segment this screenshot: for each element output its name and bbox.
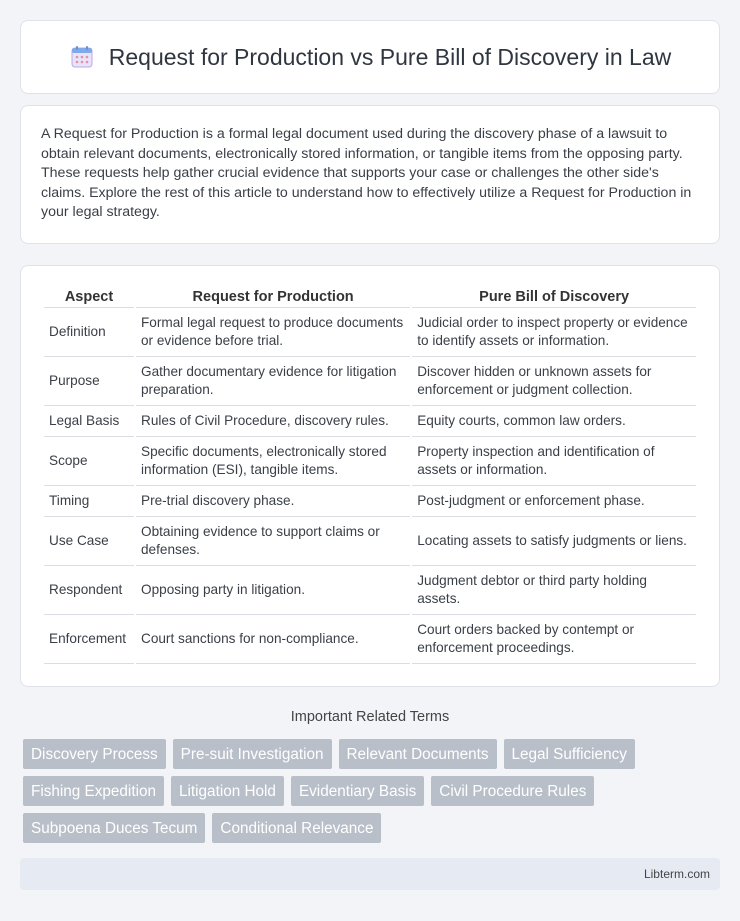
related-term-tag[interactable]: Litigation Hold	[171, 776, 284, 806]
related-term-tag[interactable]: Evidentiary Basis	[291, 776, 424, 806]
row-pure-bill-of-discovery: Judicial order to inspect property or evidence to identify assets or information.	[412, 308, 696, 357]
row-aspect: Legal Basis	[44, 406, 134, 437]
page-title: Request for Production vs Pure Bill of Discovery in Law	[108, 43, 672, 70]
footer-site-link[interactable]: Libterm.com	[643, 866, 710, 881]
row-pure-bill-of-discovery: Equity courts, common law orders.	[412, 406, 696, 437]
row-aspect: Definition	[44, 308, 134, 357]
table-row	[44, 406, 696, 437]
table-header-row	[44, 286, 696, 308]
intro-card	[20, 105, 720, 244]
related-terms-heading: Important Related Terms	[290, 708, 450, 725]
intro-paragraph: A Request for Production is a formal legal document used during the discovery phase of a lawsuit to obtain relevant documents, electronically stored information, or tangible items from the opposing party. These requests help gather crucial evidence that supports your case or challenges the other side's claims. Explore the rest of this article to understand how to effectively utilize a Request for Production in your legal strategy.	[41, 126, 692, 221]
row-request-for-production: Court sanctions for non-compliance.	[136, 615, 410, 664]
row-aspect: Enforcement	[44, 615, 134, 664]
comparison-table-card	[20, 265, 720, 687]
header-pure-bill-of-discovery: Pure Bill of Discovery	[412, 286, 696, 308]
related-term-tag[interactable]: Conditional Relevance	[212, 813, 381, 843]
row-request-for-production: Gather documentary evidence for litigation preparation.	[136, 357, 410, 406]
row-request-for-production: Formal legal request to produce documents or evidence before trial.	[136, 308, 410, 357]
footer	[20, 858, 720, 890]
row-pure-bill-of-discovery: Court orders backed by contempt or enforcement proceedings.	[412, 615, 696, 664]
table-row	[44, 437, 696, 486]
row-pure-bill-of-discovery: Judgment debtor or third party holding assets.	[412, 566, 696, 615]
header-aspect: Aspect	[44, 286, 134, 308]
table-row	[44, 615, 696, 664]
related-term-tag[interactable]: Subpoena Duces Tecum	[23, 813, 205, 843]
comparison-table	[42, 286, 698, 664]
row-aspect: Respondent	[44, 566, 134, 615]
row-aspect: Purpose	[44, 357, 134, 406]
related-term-tag[interactable]: Pre-suit Investigation	[173, 739, 332, 769]
row-pure-bill-of-discovery: Post-judgment or enforcement phase.	[412, 486, 696, 517]
related-term-tag[interactable]: Civil Procedure Rules	[431, 776, 594, 806]
related-term-tag[interactable]: Discovery Process	[23, 739, 166, 769]
row-pure-bill-of-discovery: Property inspection and identification of assets or information.	[412, 437, 696, 486]
row-aspect: Timing	[44, 486, 134, 517]
table-row	[44, 517, 696, 566]
related-term-tag[interactable]: Relevant Documents	[339, 739, 497, 769]
row-pure-bill-of-discovery: Locating assets to satisfy judgments or liens.	[412, 517, 696, 566]
related-terms-list	[20, 739, 720, 843]
row-request-for-production: Specific documents, electronically stored information (ESI), tangible items.	[136, 437, 410, 486]
row-pure-bill-of-discovery: Discover hidden or unknown assets for enforcement or judgment collection.	[412, 357, 696, 406]
related-term-tag[interactable]: Fishing Expedition	[23, 776, 164, 806]
title-card	[20, 20, 720, 94]
calendar-icon	[69, 44, 95, 70]
row-request-for-production: Rules of Civil Procedure, discovery rules.	[136, 406, 410, 437]
table-row	[44, 566, 696, 615]
related-term-tag[interactable]: Legal Sufficiency	[504, 739, 635, 769]
row-aspect: Use Case	[44, 517, 134, 566]
table-row	[44, 486, 696, 517]
table-row	[44, 357, 696, 406]
row-request-for-production: Obtaining evidence to support claims or defenses.	[136, 517, 410, 566]
header-request-for-production: Request for Production	[136, 286, 410, 308]
row-request-for-production: Opposing party in litigation.	[136, 566, 410, 615]
row-aspect: Scope	[44, 437, 134, 486]
row-request-for-production: Pre-trial discovery phase.	[136, 486, 410, 517]
table-row	[44, 308, 696, 357]
